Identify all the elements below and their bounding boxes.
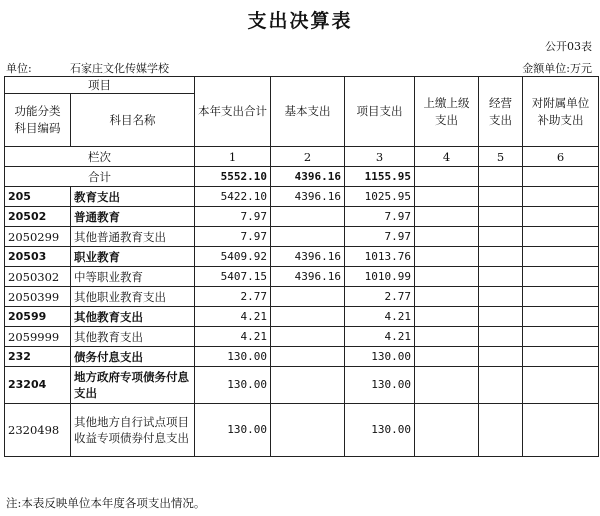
row-code: 232: [5, 347, 71, 367]
table-row: [5, 307, 599, 327]
header-item: 项目: [5, 77, 195, 94]
row-name: 债务付息支出: [71, 347, 195, 367]
header-subsidy: 对附属单位补助支出: [523, 77, 599, 147]
row-project: 1013.76: [345, 247, 415, 267]
row-name: 中等职业教育: [71, 267, 195, 287]
row-name: 其他职业教育支出: [71, 287, 195, 307]
row-basic: 4396.16: [271, 267, 345, 287]
row-project: 130.00: [345, 404, 415, 457]
row-name: 职业教育: [71, 247, 195, 267]
col-num: 1: [195, 147, 271, 167]
row-code: 2050399: [5, 287, 71, 307]
row-basic: [271, 227, 345, 247]
row-name: 其他教育支出: [71, 327, 195, 347]
table-row: [5, 227, 599, 247]
row-name: 教育支出: [71, 187, 195, 207]
row-name: 普通教育: [71, 207, 195, 227]
row-basic: [271, 207, 345, 227]
row-basic: 4396.16: [271, 247, 345, 267]
row-project: 7.97: [345, 227, 415, 247]
table-row: [5, 247, 599, 267]
col-num: 5: [479, 147, 523, 167]
row-code: 2320498: [5, 404, 71, 457]
row-basic: [271, 347, 345, 367]
row-total: 4.21: [195, 307, 271, 327]
row-project: 1025.95: [345, 187, 415, 207]
unit-info: [6, 60, 169, 76]
footnote: 注:本表反映单位本年度各项支出情况。: [6, 496, 206, 510]
expenditure-table: [4, 76, 599, 457]
row-project: 4.21: [345, 307, 415, 327]
row-code: 20599: [5, 307, 71, 327]
unit-label: 单位:: [6, 62, 32, 75]
row-code: 2050302: [5, 267, 71, 287]
row-total: 7.97: [195, 207, 271, 227]
row-project: 1010.99: [345, 267, 415, 287]
row-code: 20503: [5, 247, 71, 267]
row-basic: [271, 404, 345, 457]
total-amount: 5552.10: [195, 167, 271, 187]
row-name: 其他普通教育支出: [71, 227, 195, 247]
row-basic: [271, 307, 345, 327]
total-row: [5, 167, 599, 187]
row-basic: [271, 287, 345, 307]
row-total: 5422.10: [195, 187, 271, 207]
row-name: 其他地方自行试点项目收益专项债券付息支出: [71, 404, 195, 457]
row-total: 130.00: [195, 347, 271, 367]
row-basic: [271, 327, 345, 347]
header-subject-name: 科目名称: [71, 94, 195, 147]
row-code: 2059999: [5, 327, 71, 347]
row-total: 7.97: [195, 227, 271, 247]
row-total: 130.00: [195, 404, 271, 457]
row-total: 2.77: [195, 287, 271, 307]
currency-unit: 金额单位:万元: [522, 62, 592, 75]
row-total: 5409.92: [195, 247, 271, 267]
total-project: 1155.95: [345, 167, 415, 187]
table-row: [5, 347, 599, 367]
table-row: [5, 404, 599, 457]
total-label: 合计: [5, 167, 195, 187]
col-num: 6: [523, 147, 599, 167]
table-row: [5, 207, 599, 227]
col-num: 4: [415, 147, 479, 167]
form-code: 公开03表: [545, 40, 592, 53]
header-upper: 上缴上级支出: [415, 77, 479, 147]
row-project: 130.00: [345, 347, 415, 367]
row-project: 2.77: [345, 287, 415, 307]
row-code: 2050299: [5, 227, 71, 247]
total-basic: 4396.16: [271, 167, 345, 187]
page-title: 支出决算表: [247, 10, 353, 32]
header-row-1: [5, 77, 599, 94]
table-row: [5, 327, 599, 347]
row-total: 4.21: [195, 327, 271, 347]
row-code: 205: [5, 187, 71, 207]
row-name: 地方政府专项债务付息支出: [71, 367, 195, 404]
col-num: 3: [345, 147, 415, 167]
header-project: 项目支出: [345, 77, 415, 147]
row-basic: 4396.16: [271, 187, 345, 207]
header-basic: 基本支出: [271, 77, 345, 147]
header-operating: 经营支出: [479, 77, 523, 147]
row-project: 7.97: [345, 207, 415, 227]
row-code: 20502: [5, 207, 71, 227]
row-project: 130.00: [345, 367, 415, 404]
header-total: 本年支出合计: [195, 77, 271, 147]
row-basic: [271, 367, 345, 404]
unit-name: 石家庄文化传媒学校: [70, 62, 169, 75]
row-name: 其他教育支出: [71, 307, 195, 327]
row-project: 4.21: [345, 327, 415, 347]
table-row: [5, 367, 599, 404]
column-index-row: [5, 147, 599, 167]
row-total: 5407.15: [195, 267, 271, 287]
table-row: [5, 267, 599, 287]
col-num: 2: [271, 147, 345, 167]
table-row: [5, 287, 599, 307]
row-total: 130.00: [195, 367, 271, 404]
table-row: [5, 187, 599, 207]
row-code: 23204: [5, 367, 71, 404]
header-func-code: 功能分类科目编码: [5, 94, 71, 147]
row-index-label: 栏次: [5, 147, 195, 167]
